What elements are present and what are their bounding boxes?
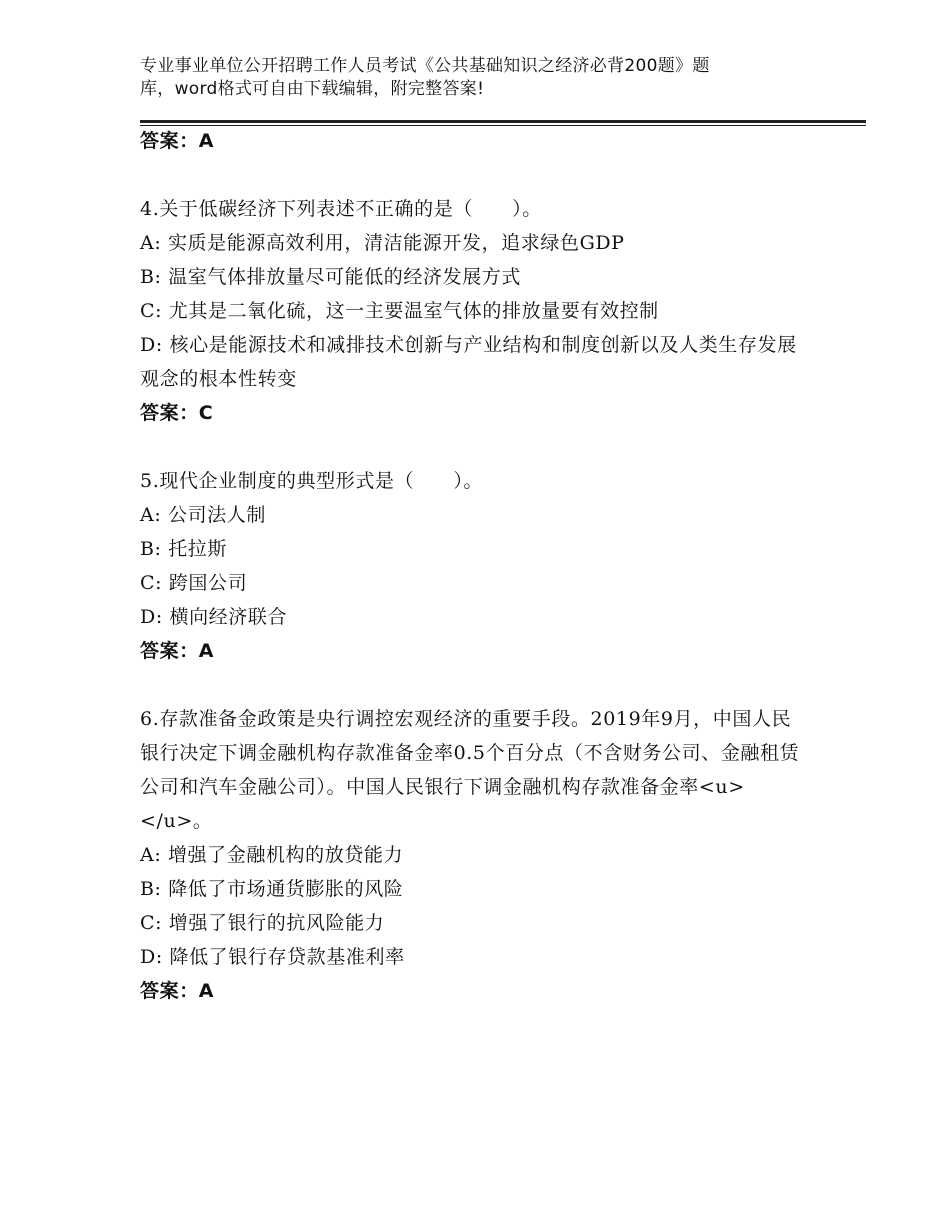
option-b: B: 温室气体排放量尽可能低的经济发展方式 <box>140 266 522 288</box>
question-text: 6.存款准备金政策是央行调控宏观经济的重要手段。2019年9月，中国人民银行决定下调金融机构存款准备金率0.5个百分点（不含财务公司、金融租赁公司和汽车金融公司）。中国人民银行下调金融机构存款准备金率<u> </u>。 <box>140 708 863 832</box>
answer-label: 答案：A <box>140 980 215 1002</box>
option-d: D: 降低了银行存贷款基准利率 <box>140 946 405 968</box>
question-block-6 <box>140 702 863 1008</box>
header-line-2: 库，word格式可自由下载编辑，附完整答案! <box>140 79 485 99</box>
question-text: 5.现代企业制度的典型形式是（ ）。 <box>140 470 484 492</box>
question-block-4 <box>140 192 810 430</box>
answer-label: 答案：A <box>140 640 215 662</box>
option-c: C: 尤其是二氧化硫，这一主要温室气体的排放量要有效控制 <box>140 300 659 322</box>
option-a: A: 增强了金融机构的放贷能力 <box>140 844 404 866</box>
question-text: 4.关于低碳经济下列表述不正确的是（ ）。 <box>140 198 542 220</box>
header-divider-thick <box>140 120 866 123</box>
option-b: B: 降低了市场通货膨胀的风险 <box>140 878 404 900</box>
option-c: C: 增强了银行的抗风险能力 <box>140 912 385 934</box>
document-header <box>140 55 780 101</box>
header-line-1: 专业事业单位公开招聘工作人员考试《公共基础知识之经济必背200题》题 <box>140 56 710 76</box>
option-a: A: 公司法人制 <box>140 504 266 526</box>
spacer <box>140 158 810 192</box>
option-d: D: 横向经济联合 <box>140 606 288 628</box>
question-block-5 <box>140 464 810 668</box>
option-b: B: 托拉斯 <box>140 538 228 560</box>
option-d: D: 核心是能源技术和减排技术创新与产业结构和制度创新以及人类生存发展观念的根本性转变 <box>140 334 797 390</box>
option-c: C: 跨国公司 <box>140 572 248 594</box>
spacer <box>140 668 810 702</box>
spacer <box>140 430 810 464</box>
answer-label: 答案：C <box>140 402 214 424</box>
option-a: A: 实质是能源高效利用，清洁能源开发，追求绿色GDP <box>140 232 625 254</box>
document-body <box>140 124 863 1008</box>
previous-answer: 答案：A <box>140 130 215 152</box>
